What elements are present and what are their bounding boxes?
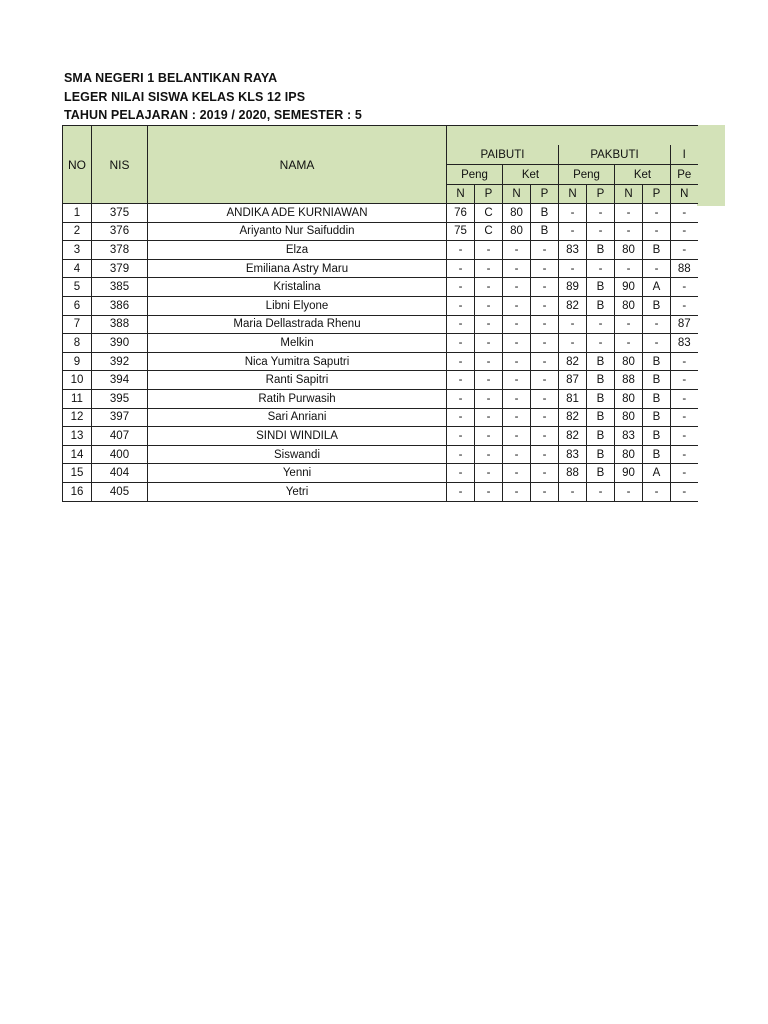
cell-score: B (587, 427, 615, 446)
cell-score: - (615, 315, 643, 334)
cell-score: 83 (559, 445, 587, 464)
col-header-no: NO (63, 126, 92, 204)
cell-nis: 379 (92, 259, 148, 278)
cell-score: - (559, 482, 587, 501)
cell-score: - (559, 204, 587, 223)
cell-score: B (643, 389, 671, 408)
cell-score: B (587, 352, 615, 371)
cell-score: - (531, 278, 559, 297)
cell-no: 1 (63, 204, 92, 223)
np-header-n: N (615, 185, 643, 204)
np-header-p: P (587, 185, 615, 204)
cell-score: - (671, 408, 698, 427)
cell-score: - (559, 222, 587, 241)
cell-score: - (503, 371, 531, 390)
subject-group-header (447, 126, 698, 146)
cell-nama: Libni Elyone (148, 296, 447, 315)
cell-score: - (475, 315, 503, 334)
cell-score: - (671, 482, 698, 501)
cell-nama: Ariyanto Nur Saifuddin (148, 222, 447, 241)
cell-score: B (587, 278, 615, 297)
cell-score: - (587, 259, 615, 278)
cell-score: - (475, 241, 503, 260)
sub-header-peng-partial: Pe (671, 165, 698, 185)
cell-score: - (447, 427, 475, 446)
cell-score: - (671, 204, 698, 223)
table-row (63, 296, 698, 315)
cell-score: - (615, 222, 643, 241)
cell-score: - (531, 334, 559, 353)
cell-score: B (531, 204, 559, 223)
col-header-nis: NIS (92, 126, 148, 204)
cell-score: - (503, 352, 531, 371)
cell-score: - (531, 352, 559, 371)
cell-nis: 394 (92, 371, 148, 390)
cell-nama: Maria Dellastrada Rhenu (148, 315, 447, 334)
cell-score: - (643, 259, 671, 278)
cell-score: - (643, 204, 671, 223)
cell-score: - (587, 315, 615, 334)
cell-score: - (643, 222, 671, 241)
cell-score: 83 (615, 427, 643, 446)
cell-score: B (643, 296, 671, 315)
cell-score: - (559, 259, 587, 278)
cell-score: - (447, 241, 475, 260)
cell-score: 82 (559, 427, 587, 446)
cell-score: - (503, 278, 531, 297)
cell-nama: Kristalina (148, 278, 447, 297)
cell-score: - (503, 408, 531, 427)
cell-score: - (615, 482, 643, 501)
cell-nama: Sari Anriani (148, 408, 447, 427)
cell-score: 80 (615, 408, 643, 427)
table-row (63, 241, 698, 260)
cell-score: - (475, 352, 503, 371)
cell-score: B (587, 296, 615, 315)
table-row (63, 464, 698, 483)
cell-score: - (531, 464, 559, 483)
cell-score: - (475, 464, 503, 483)
cell-score: 81 (559, 389, 587, 408)
cell-score: 87 (671, 315, 698, 334)
cell-score: - (671, 241, 698, 260)
cell-score: - (503, 464, 531, 483)
cell-no: 8 (63, 334, 92, 353)
cell-nis: 397 (92, 408, 148, 427)
table-row (63, 408, 698, 427)
cell-no: 5 (63, 278, 92, 297)
cell-score: B (643, 408, 671, 427)
cell-nis: 378 (92, 241, 148, 260)
table-row (63, 482, 698, 501)
cell-score: - (447, 278, 475, 297)
cell-nis: 404 (92, 464, 148, 483)
cell-score: 88 (559, 464, 587, 483)
cell-score: 80 (615, 296, 643, 315)
cell-score: - (475, 296, 503, 315)
cell-score: 80 (615, 445, 643, 464)
cell-score: B (643, 371, 671, 390)
cell-score: - (475, 389, 503, 408)
cell-score: - (615, 334, 643, 353)
cell-no: 15 (63, 464, 92, 483)
cell-score: - (671, 371, 698, 390)
cell-nama: Yenni (148, 464, 447, 483)
cell-score: - (587, 334, 615, 353)
cell-score: - (559, 334, 587, 353)
cell-score: - (587, 204, 615, 223)
cell-score: - (503, 389, 531, 408)
cell-score: - (559, 315, 587, 334)
cell-no: 10 (63, 371, 92, 390)
school-name: SMA NEGERI 1 BELANTIKAN RAYA (64, 71, 278, 85)
cell-score: 88 (671, 259, 698, 278)
cell-nama: Yetri (148, 482, 447, 501)
table-row (63, 259, 698, 278)
cell-nis: 400 (92, 445, 148, 464)
cell-nama: Siswandi (148, 445, 447, 464)
cell-nis: 405 (92, 482, 148, 501)
table-row (63, 352, 698, 371)
cell-score: - (615, 204, 643, 223)
cell-no: 2 (63, 222, 92, 241)
cell-score: B (587, 241, 615, 260)
report-title: LEGER NILAI SISWA KELAS KLS 12 IPS (64, 89, 306, 104)
cell-score: - (671, 352, 698, 371)
cell-score: A (643, 464, 671, 483)
cell-nama: Ratih Purwasih (148, 389, 447, 408)
cell-score: - (503, 482, 531, 501)
cell-score: - (643, 482, 671, 501)
cell-nama: SINDI WINDILA (148, 427, 447, 446)
cell-score: 76 (447, 204, 475, 223)
cell-score: - (531, 445, 559, 464)
np-header-p: P (475, 185, 503, 204)
cell-score: - (531, 389, 559, 408)
cell-score: 80 (615, 389, 643, 408)
cell-score: B (587, 408, 615, 427)
cell-score: 80 (615, 241, 643, 260)
cell-score: - (531, 482, 559, 501)
cell-score: - (475, 334, 503, 353)
cell-score: - (447, 389, 475, 408)
cell-score: - (447, 296, 475, 315)
cell-score: - (503, 259, 531, 278)
cell-score: - (531, 371, 559, 390)
cell-nama: Nica Yumitra Saputri (148, 352, 447, 371)
cell-score: - (475, 371, 503, 390)
cell-no: 12 (63, 408, 92, 427)
sub-header-peng: Peng (447, 165, 503, 185)
cell-score: - (475, 408, 503, 427)
cell-score: 75 (447, 222, 475, 241)
cell-nis: 407 (92, 427, 148, 446)
cell-score: B (643, 241, 671, 260)
cell-score: - (447, 445, 475, 464)
np-header-n: N (447, 185, 475, 204)
cell-score: - (475, 482, 503, 501)
cell-score: B (587, 371, 615, 390)
cell-score: C (475, 204, 503, 223)
cell-score: - (531, 408, 559, 427)
sub-header-ket: Ket (503, 165, 559, 185)
subject-header-pakbuti: PAKBUTI (559, 145, 671, 165)
cell-nis: 390 (92, 334, 148, 353)
cell-score: 82 (559, 408, 587, 427)
cell-score: - (475, 445, 503, 464)
cell-score: 90 (615, 278, 643, 297)
cell-nis: 385 (92, 278, 148, 297)
table-row (63, 334, 698, 353)
cell-score: - (503, 445, 531, 464)
cell-score: - (643, 334, 671, 353)
sub-header-ket: Ket (615, 165, 671, 185)
cell-score: - (531, 259, 559, 278)
cell-score: - (447, 371, 475, 390)
np-header-p: P (531, 185, 559, 204)
cell-nama: Elza (148, 241, 447, 260)
table-row (63, 278, 698, 297)
cell-score: - (671, 445, 698, 464)
cell-nama: ANDIKA ADE KURNIAWAN (148, 204, 447, 223)
cell-score: - (503, 296, 531, 315)
cell-score: 80 (503, 204, 531, 223)
subject-header-partial: I (671, 145, 698, 165)
academic-year: TAHUN PELAJARAN : 2019 / 2020, SEMESTER : 5 (64, 108, 362, 122)
cell-score: - (671, 278, 698, 297)
cell-nis: 395 (92, 389, 148, 408)
grade-table (62, 125, 698, 502)
cell-score: - (671, 427, 698, 446)
cell-nama: Ranti Sapitri (148, 371, 447, 390)
cell-score: - (615, 259, 643, 278)
cell-nama: Emiliana Astry Maru (148, 259, 447, 278)
cell-no: 3 (63, 241, 92, 260)
cell-score: - (531, 296, 559, 315)
table-row (63, 204, 698, 223)
cell-score: 83 (671, 334, 698, 353)
cell-score: B (531, 222, 559, 241)
cell-score: - (503, 427, 531, 446)
cell-score: B (643, 427, 671, 446)
np-header-n: N (503, 185, 531, 204)
cell-nis: 388 (92, 315, 148, 334)
cell-score: - (531, 241, 559, 260)
cell-score: - (447, 334, 475, 353)
cell-score: - (447, 259, 475, 278)
cell-score: 80 (615, 352, 643, 371)
cell-no: 7 (63, 315, 92, 334)
cell-score: 80 (503, 222, 531, 241)
cell-no: 13 (63, 427, 92, 446)
cell-no: 6 (63, 296, 92, 315)
cell-score: 82 (559, 296, 587, 315)
cell-no: 14 (63, 445, 92, 464)
cell-no: 11 (63, 389, 92, 408)
cell-nis: 386 (92, 296, 148, 315)
cell-nama: Melkin (148, 334, 447, 353)
cell-score: - (447, 315, 475, 334)
cell-score: 83 (559, 241, 587, 260)
cell-score: C (475, 222, 503, 241)
cell-score: - (447, 352, 475, 371)
cell-score: - (671, 222, 698, 241)
cell-score: - (587, 222, 615, 241)
cell-score: - (447, 464, 475, 483)
header-overflow-fill (697, 125, 725, 206)
cell-no: 9 (63, 352, 92, 371)
document-header (64, 69, 362, 125)
np-header-n: N (559, 185, 587, 204)
table-row (63, 427, 698, 446)
cell-score: - (643, 315, 671, 334)
cell-score: - (475, 278, 503, 297)
cell-score: - (475, 427, 503, 446)
cell-score: B (643, 445, 671, 464)
cell-no: 16 (63, 482, 92, 501)
cell-score: B (587, 389, 615, 408)
cell-score: - (671, 389, 698, 408)
cell-score: 82 (559, 352, 587, 371)
table-row (63, 371, 698, 390)
cell-score: - (503, 334, 531, 353)
cell-score: 90 (615, 464, 643, 483)
cell-score: - (531, 315, 559, 334)
table-row (63, 445, 698, 464)
np-header-n: N (671, 185, 698, 204)
cell-no: 4 (63, 259, 92, 278)
cell-score: 88 (615, 371, 643, 390)
np-header-p: P (643, 185, 671, 204)
cell-score: - (447, 482, 475, 501)
cell-score: - (503, 241, 531, 260)
col-header-nama: NAMA (148, 126, 447, 204)
cell-score: A (643, 278, 671, 297)
cell-score: - (447, 408, 475, 427)
cell-score: - (503, 315, 531, 334)
cell-score: - (671, 464, 698, 483)
cell-score: - (531, 427, 559, 446)
cell-nis: 376 (92, 222, 148, 241)
cell-nis: 375 (92, 204, 148, 223)
table-row (63, 389, 698, 408)
cell-nis: 392 (92, 352, 148, 371)
cell-score: B (587, 445, 615, 464)
cell-score: - (587, 482, 615, 501)
cell-score: - (671, 296, 698, 315)
table-row (63, 222, 698, 241)
subject-header-paibuti: PAIBUTI (447, 145, 559, 165)
sub-header-peng: Peng (559, 165, 615, 185)
cell-score: 87 (559, 371, 587, 390)
cell-score: B (587, 464, 615, 483)
cell-score: B (643, 352, 671, 371)
cell-score: - (475, 259, 503, 278)
cell-score: 89 (559, 278, 587, 297)
table-row (63, 315, 698, 334)
